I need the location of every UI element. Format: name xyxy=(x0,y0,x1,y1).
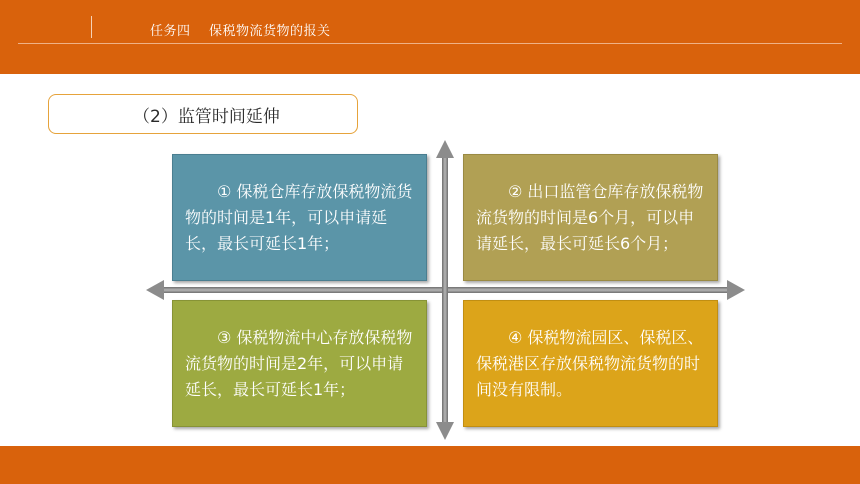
section-heading: （2）监管时间延伸 xyxy=(133,106,280,127)
quadrant-4-text: ④ 保税物流园区、保税区、保税港区存放保税物流货物的时间没有限制。 xyxy=(476,327,704,399)
footer-bar xyxy=(0,446,860,484)
quadrant-2-text: ② 出口监管仓库存放保税物流货物的时间是6个月，可以申请延长，最长可延长6个月； xyxy=(476,181,704,253)
quadrant-1-text: ① 保税仓库存放保税物流货物的时间是1年，可以申请延长，最长可延长1年； xyxy=(185,181,413,253)
quadrant-bonded-logistics-center xyxy=(172,300,427,427)
quadrant-bonded-warehouse xyxy=(172,154,427,281)
quadrant-bonded-parks-zones xyxy=(463,300,718,427)
quadrant-export-supervised-warehouse xyxy=(463,154,718,281)
quadrant-3-text: ③ 保税物流中心存放保税物流货物的时间是2年，可以申请延长，最长可延长1年； xyxy=(185,327,413,399)
page-title: 任务四 保税物流货物的报关 xyxy=(150,24,331,39)
